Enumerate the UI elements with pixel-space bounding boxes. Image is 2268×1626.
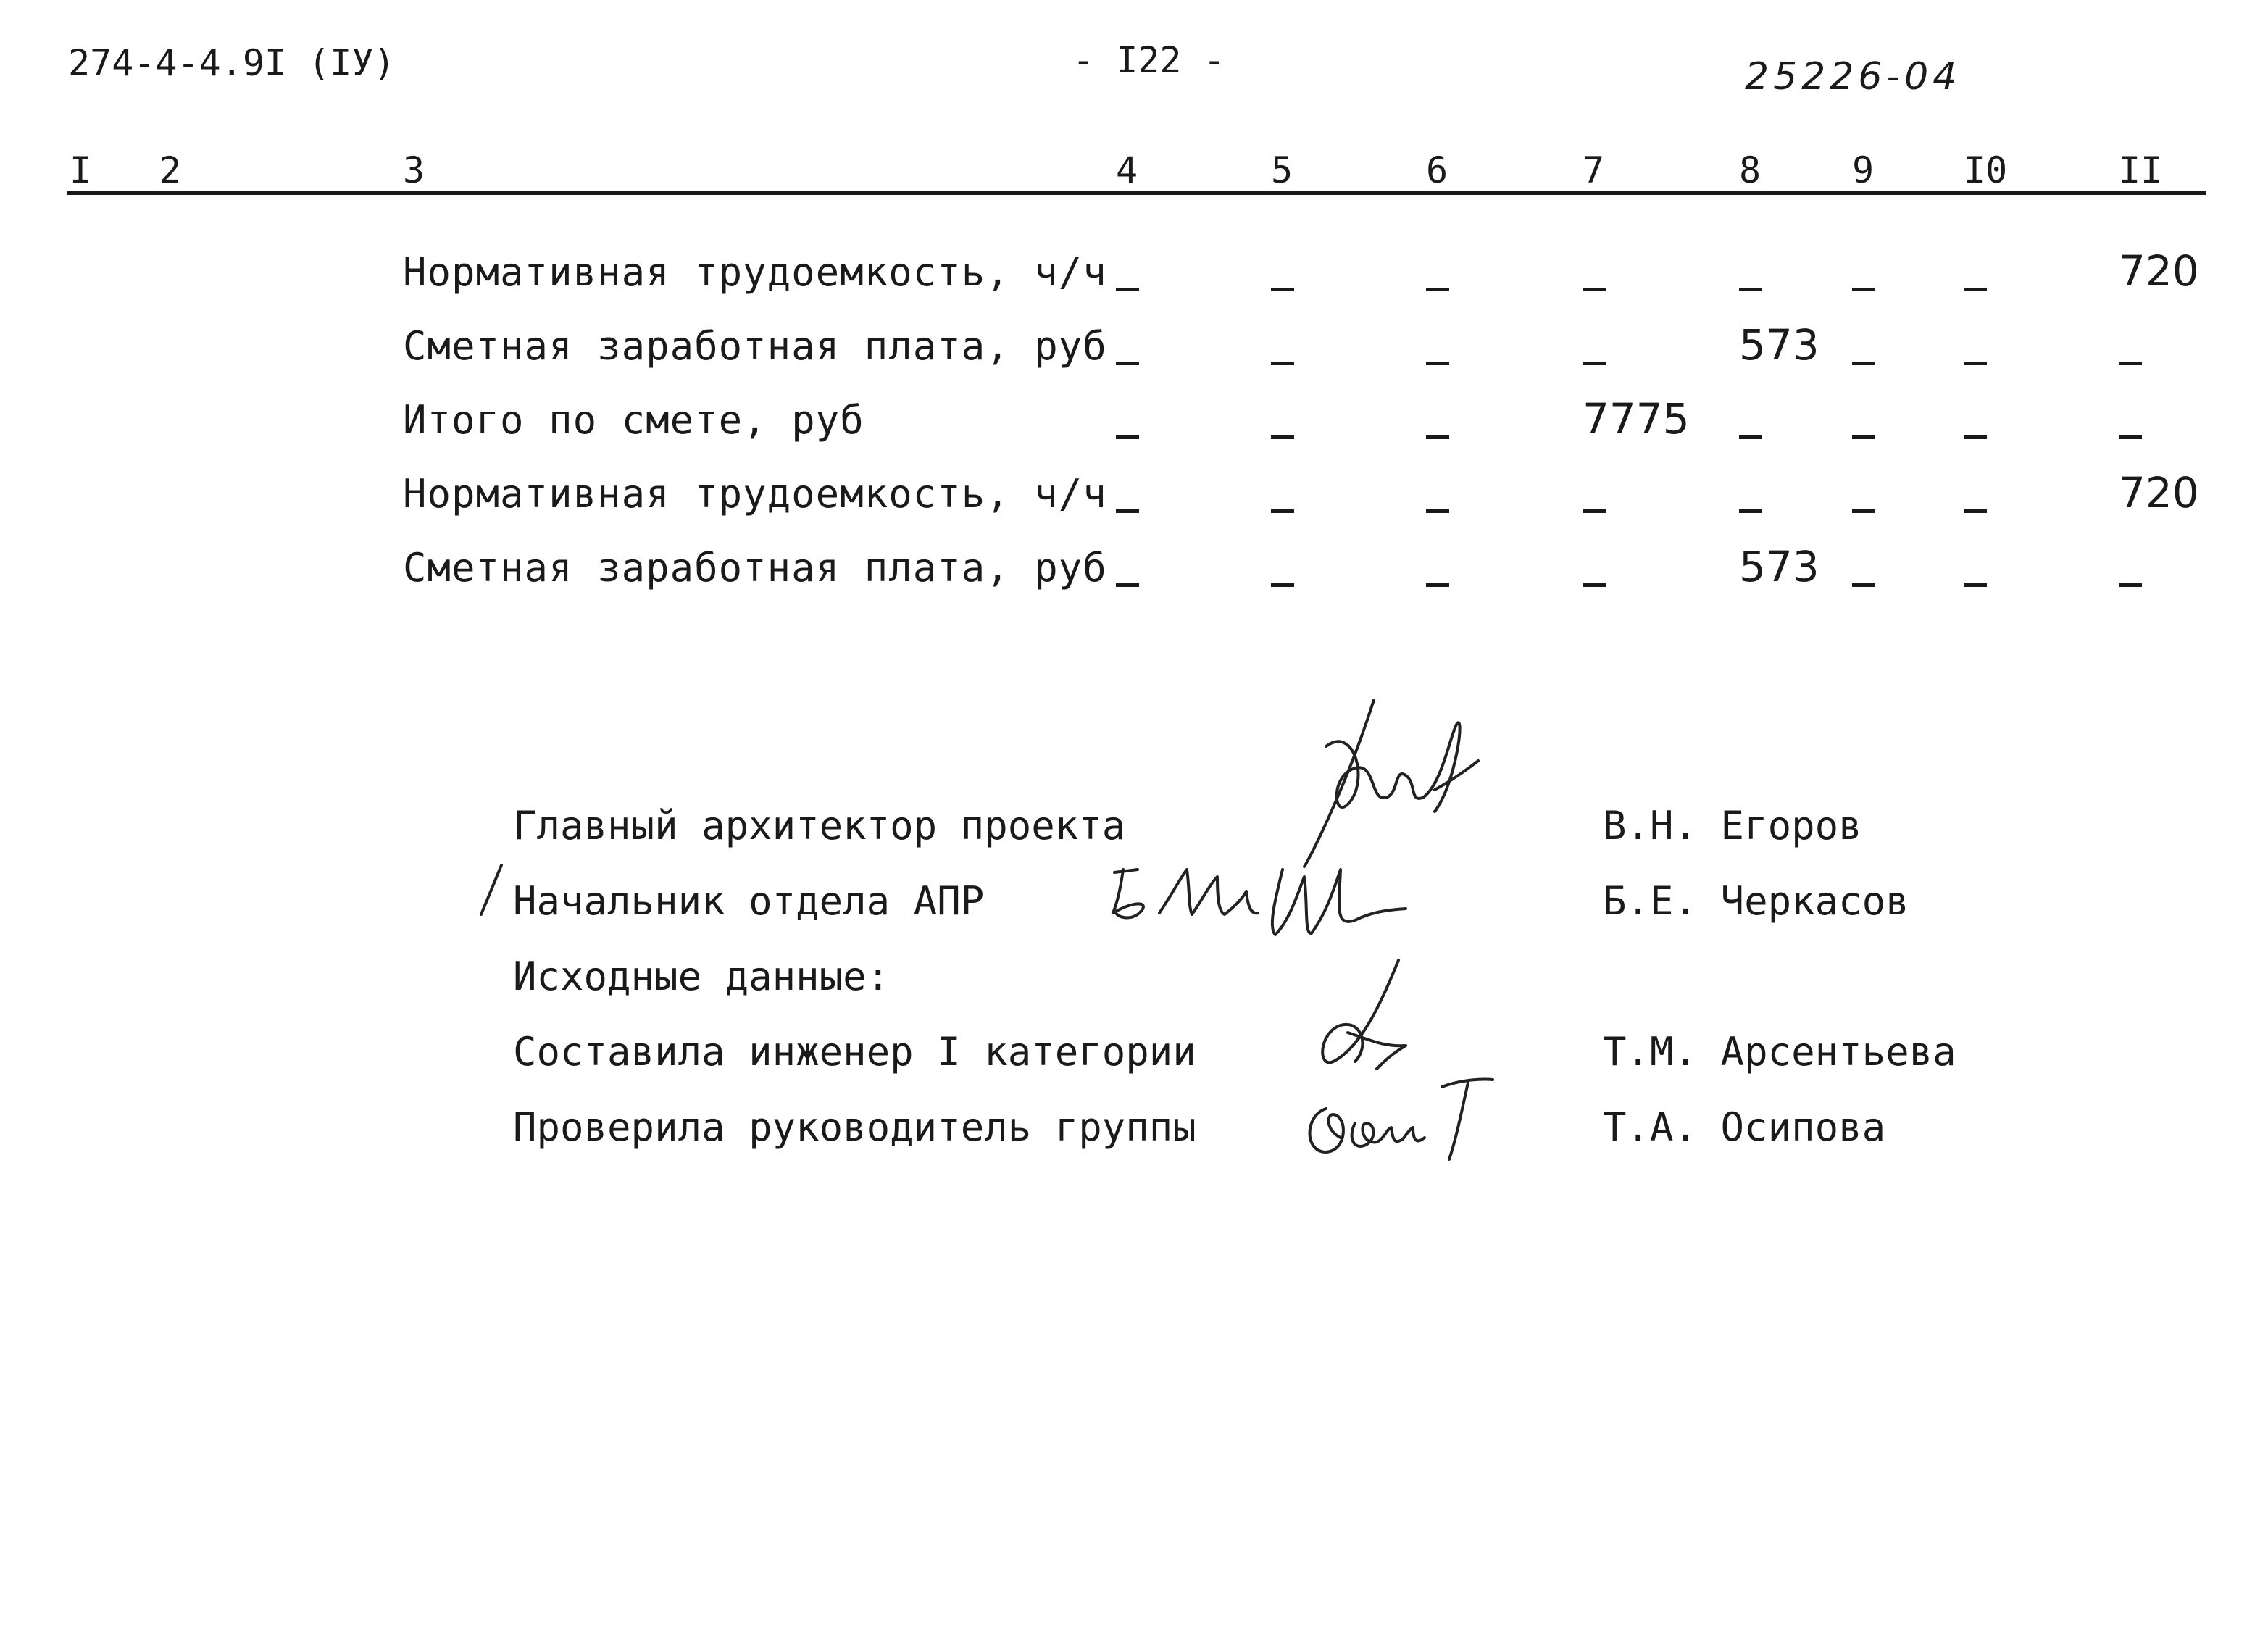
dash-cell — [1271, 262, 1294, 312]
dash-cell — [1583, 558, 1606, 607]
value-cell: 573 — [1739, 320, 1819, 370]
signatory-name: В.Н. Егоров — [1603, 803, 1862, 849]
value-cell: 720 — [2119, 246, 2199, 296]
dash-cell — [1583, 336, 1606, 385]
dash-cell — [1116, 410, 1139, 459]
dash-mark — [1964, 435, 1987, 439]
signature-role: Исходные данные: — [513, 954, 891, 999]
dash-mark — [1852, 288, 1875, 291]
col-header-6: 6 — [1426, 149, 1448, 191]
dash-cell — [1116, 558, 1139, 607]
dash-mark — [1852, 583, 1875, 587]
col-header-4: 4 — [1116, 149, 1138, 191]
dash-mark — [1426, 288, 1449, 291]
dash-cell — [1271, 558, 1294, 607]
col-header-5: 5 — [1271, 149, 1293, 191]
table-row — [0, 542, 2268, 593]
signature-egorov — [1261, 696, 1493, 870]
dash-cell — [2119, 410, 2142, 459]
col-header-11: II — [2119, 149, 2163, 191]
dash-mark — [1271, 583, 1294, 587]
dash-cell — [1964, 262, 1987, 312]
col-header-1: I — [70, 149, 92, 191]
row-label: Сметная заработная плата, руб — [403, 323, 1107, 369]
dash-cell — [1739, 410, 1762, 459]
row-label: Сметная заработная плата, руб — [403, 545, 1107, 591]
dash-cell — [1426, 336, 1449, 385]
dash-mark — [1964, 509, 1987, 513]
dash-cell — [1426, 484, 1449, 533]
table-row — [0, 394, 2268, 445]
dash-cell — [1739, 262, 1762, 312]
dash-cell — [1116, 262, 1139, 312]
signatory-name: Т.А. Осипова — [1603, 1104, 1886, 1150]
signature-role: Начальник отдела АПР — [513, 878, 985, 924]
dash-mark — [1426, 362, 1449, 365]
dash-mark — [1116, 435, 1139, 439]
dash-cell — [1852, 558, 1875, 607]
signature-role: Составила инженер I категории — [513, 1029, 1196, 1075]
signatory-name: Б.Е. Черкасов — [1603, 878, 1909, 924]
dash-cell — [1116, 336, 1139, 385]
dash-cell — [1964, 336, 1987, 385]
dash-mark — [2119, 362, 2142, 365]
col-header-9: 9 — [1852, 149, 1875, 191]
dash-cell — [1271, 484, 1294, 533]
dash-mark — [1739, 288, 1762, 291]
dash-cell — [1852, 336, 1875, 385]
dash-mark — [1116, 583, 1139, 587]
dash-cell — [1852, 484, 1875, 533]
dash-mark — [1852, 362, 1875, 365]
col-header-10: I0 — [1964, 149, 2008, 191]
page-number: - I22 - — [1072, 39, 1225, 81]
signature-role: Проверила руководитель группы — [513, 1104, 1196, 1150]
value-cell: 573 — [1739, 542, 1819, 591]
dash-mark — [1271, 288, 1294, 291]
header-rule — [67, 191, 2206, 195]
col-header-2: 2 — [159, 149, 182, 191]
col-header-3: 3 — [403, 149, 425, 191]
dash-cell — [1583, 484, 1606, 533]
signature-arsentieva — [1304, 953, 1435, 1076]
dash-cell — [2119, 336, 2142, 385]
dash-mark — [1116, 288, 1139, 291]
dash-cell — [1426, 558, 1449, 607]
signature-role: Главный архитектор проекта — [513, 803, 1126, 849]
dash-mark — [1583, 362, 1606, 365]
dash-mark — [1426, 583, 1449, 587]
dash-mark — [1583, 583, 1606, 587]
dash-cell — [1116, 484, 1139, 533]
col-header-7: 7 — [1583, 149, 1605, 191]
value-cell: 7775 — [1583, 394, 1690, 443]
value-cell: 720 — [2119, 468, 2199, 517]
dash-mark — [1426, 435, 1449, 439]
row-label: Итого по смете, руб — [403, 397, 864, 443]
document-code: 274-4-4.9I (IУ) — [68, 42, 396, 84]
signatory-name: Т.М. Арсентьева — [1603, 1029, 1956, 1075]
dash-mark — [1583, 288, 1606, 291]
dash-cell — [1583, 262, 1606, 312]
dash-mark — [1852, 435, 1875, 439]
dash-cell — [1852, 410, 1875, 459]
signature-cherkasov — [1109, 848, 1427, 949]
dash-mark — [1426, 509, 1449, 513]
dash-mark — [2119, 435, 2142, 439]
table-row — [0, 320, 2268, 371]
dash-cell — [1739, 484, 1762, 533]
row-label: Нормативная трудоемкость, ч/ч — [403, 471, 1107, 517]
dash-cell — [1964, 484, 1987, 533]
dash-cell — [1426, 410, 1449, 459]
dash-mark — [1852, 509, 1875, 513]
dash-mark — [1739, 509, 1762, 513]
dash-mark — [1271, 509, 1294, 513]
dash-mark — [1739, 435, 1762, 439]
dash-cell — [1964, 410, 1987, 459]
inventory-number: 25226-04 — [1745, 55, 1961, 99]
dash-mark — [1964, 362, 1987, 365]
dash-cell — [1964, 558, 1987, 607]
dash-mark — [1116, 509, 1139, 513]
row-label: Нормативная трудоемкость, ч/ч — [403, 249, 1107, 295]
dash-mark — [2119, 583, 2142, 587]
dash-cell — [1852, 262, 1875, 312]
dash-cell — [2119, 558, 2142, 607]
dash-mark — [1271, 362, 1294, 365]
table-row — [0, 246, 2268, 297]
dash-mark — [1583, 509, 1606, 513]
dash-mark — [1116, 362, 1139, 365]
col-header-8: 8 — [1739, 149, 1762, 191]
dash-mark — [1964, 288, 1987, 291]
margin-tick — [477, 861, 506, 919]
signature-osipova — [1297, 1072, 1500, 1167]
dash-mark — [1964, 583, 1987, 587]
dash-cell — [1271, 336, 1294, 385]
dash-cell — [1271, 410, 1294, 459]
dash-cell — [1426, 262, 1449, 312]
table-row — [0, 468, 2268, 519]
dash-mark — [1271, 435, 1294, 439]
